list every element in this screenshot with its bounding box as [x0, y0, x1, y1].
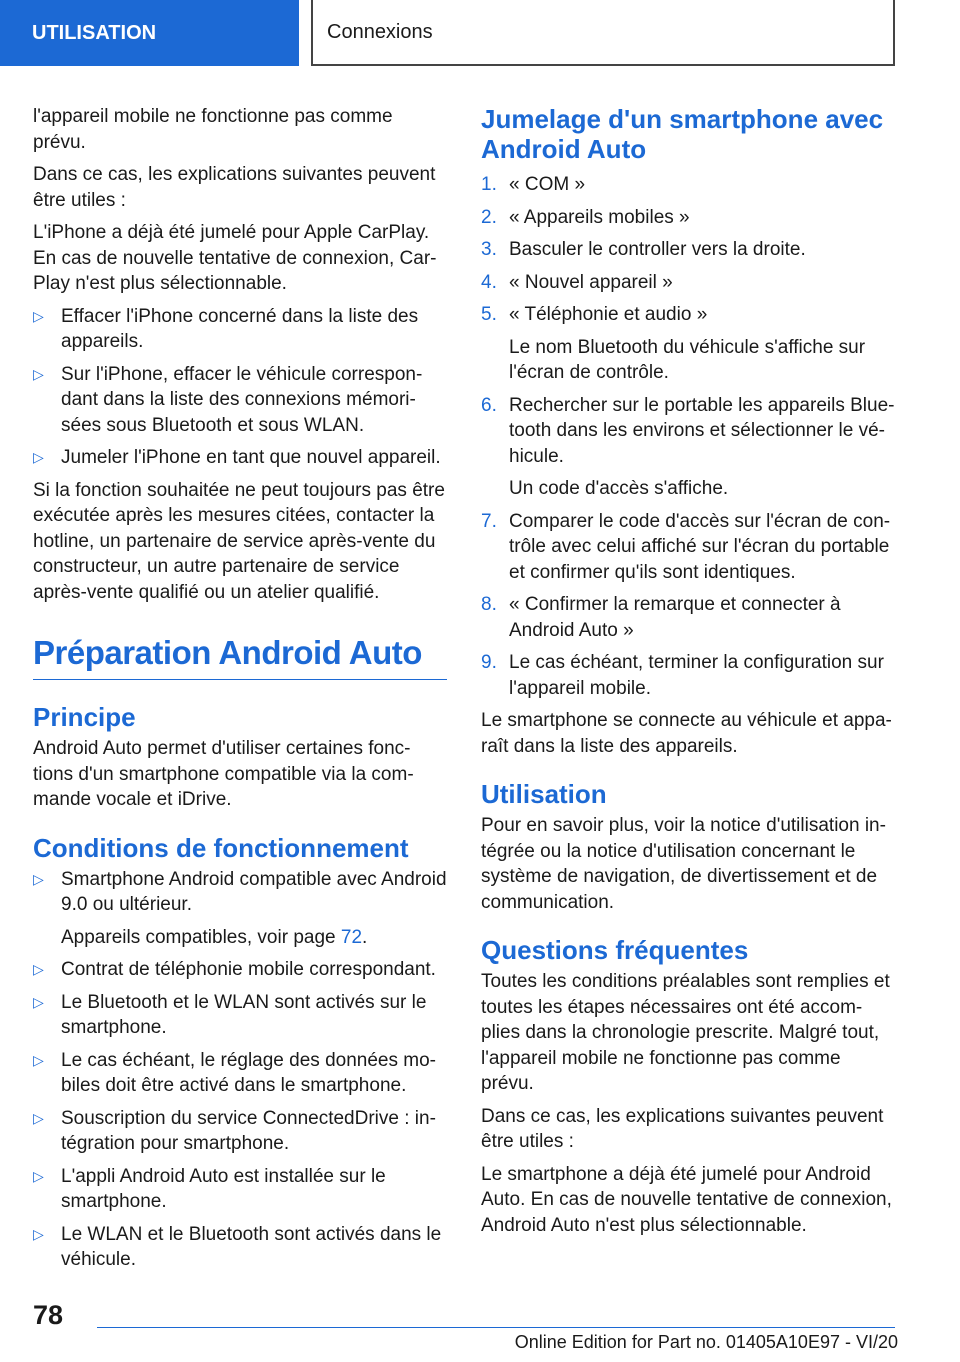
chapter-heading: Préparation Android Auto — [33, 633, 447, 680]
paragraph: L'iPhone a déjà été jumelé pour Apple CarPlay. En cas de nouvelle tentative de connexion, Car-Play n'est plus sélectionnable. — [33, 222, 437, 294]
chapter-tab — [311, 0, 895, 66]
triangle-right-outline-icon: ▷ — [33, 993, 44, 1010]
step-subtext: Un code d'accès s'affiche. — [509, 478, 729, 499]
step-number: 1. — [481, 174, 497, 195]
bullet-item: ▷ Souscription du service ConnectedDrive : in-tégration pour smartphone. — [33, 1107, 436, 1154]
step-item: 5. « Téléphonie et audio » — [481, 302, 895, 328]
bullet-item: ▷ Sur l'iPhone, effacer le véhicule correspon-dant dans la liste des connexions mémori-sées sous Bluetooth et sous WLAN. — [33, 363, 423, 436]
triangle-right-outline-icon: ▷ — [33, 1051, 44, 1068]
paragraph: Le smartphone a déjà été jumelé pour Android Auto. En cas de nouvelle tentative de connexion, Android Auto n'est plus sélectionnable. — [481, 1163, 892, 1236]
section-heading-faq: Questions fréquentes — [481, 935, 749, 965]
triangle-right-outline-icon: ▷ — [33, 1167, 44, 1184]
step-item: 6. Rechercher sur le portable les appareils Blue-tooth dans les environs et sélectionner le vé-hicule. — [481, 394, 895, 467]
section-heading-conditions: Conditions de fonctionnement — [33, 832, 409, 863]
section-heading-principle: Principe — [33, 702, 136, 732]
bullet-item: ▷ Effacer l'iPhone concerné dans la liste des appareils. — [33, 305, 419, 352]
step-item: 4. « Nouvel appareil » — [481, 270, 895, 296]
step-item: 9. Le cas échéant, terminer la configuration sur l'appareil mobile. — [481, 652, 884, 699]
page-number: 78 — [33, 1300, 64, 1330]
triangle-right-outline-icon: ▷ — [33, 1225, 44, 1242]
triangle-right-outline-icon: ▷ — [33, 961, 44, 977]
paragraph: Le smartphone se connecte au véhicule et appa-raît dans la liste des appareils. — [481, 710, 892, 757]
bullet-item: ▷ Le cas échéant, le réglage des données mo-biles doit être activé dans le smartphone. — [33, 1049, 436, 1096]
triangle-right-outline-icon: ▷ — [33, 449, 44, 465]
step-number: 8. — [481, 594, 497, 615]
step-number: 7. — [481, 510, 497, 532]
edition-note: Online Edition for Part no. 01405A10E97 - VI/20 — [514, 1332, 898, 1352]
paragraph: Dans ce cas, les explications suivantes peuvent être utiles : — [481, 1105, 884, 1152]
triangle-right-outline-icon: ▷ — [33, 307, 44, 324]
step-number: 6. — [481, 394, 497, 416]
step-number: 3. — [481, 239, 497, 260]
paragraph: Dans ce cas, les explications suivantes peuvent être utiles : — [33, 164, 436, 211]
triangle-right-outline-icon: ▷ — [33, 365, 44, 382]
step-item: 3. Basculer le controller vers la droite. — [481, 237, 895, 263]
bullet-item: ▷ L'appli Android Auto est installée sur le smartphone. — [33, 1165, 386, 1212]
step-number: 2. — [481, 206, 497, 228]
left-column — [33, 104, 447, 1280]
section-heading-pairing: Jumelage d'un smartphone avec Android Auto — [481, 104, 884, 164]
bullet-item: ▷ Contrat de téléphonie mobile correspondant. — [33, 957, 447, 983]
step-number: 9. — [481, 652, 497, 673]
bullet-item: ▷ Le WLAN et le Bluetooth sont activés dans le véhicule. — [33, 1223, 442, 1270]
bullet-item: ▷ Smartphone Android compatible avec Android 9.0 ou ultérieur. — [33, 868, 447, 915]
step-number: 5. — [481, 304, 497, 325]
paragraph: Si la fonction souhaitée ne peut toujours pas être exécutée après les mesures citées, contacter la hotline, un partenaire de service après-vente du constructeur, un autre partenaire de service après-vente qualifié ou un atelier qualifié. — [33, 479, 445, 603]
footer-rule — [97, 1327, 895, 1328]
section-title: UTILISATION — [32, 21, 157, 44]
step-item: 8. « Confirmer la remarque et connecter à Android Auto » — [481, 594, 841, 641]
page-link[interactable]: 72 — [340, 926, 363, 948]
section-heading-usage: Utilisation — [481, 779, 607, 809]
bullet-item: ▷ Le Bluetooth et le WLAN sont activés sur le smartphone. — [33, 991, 427, 1038]
step-subtext: Le nom Bluetooth du véhicule s'affiche sur l'écran de contrôle. — [509, 336, 866, 383]
bullet-item: ▷ Jumeler l'iPhone en tant que nouvel appareil. — [33, 445, 447, 471]
section-tab — [0, 0, 299, 66]
right-column — [481, 104, 895, 1245]
paragraph: Android Auto permet d'utiliser certaines fonc-tions d'un smartphone compatible via la com-mande vocale et iDrive. — [33, 738, 414, 810]
paragraph: Pour en savoir plus, voir la notice d'utilisation in-tégrée ou la notice d'utilisation concernant le système de navigation, de divertissement et de communication. — [481, 815, 886, 913]
paragraph: l'appareil mobile ne fonctionne pas comme prévu. — [33, 106, 393, 153]
chapter-title: Connexions — [327, 20, 433, 43]
step-item: 1. « COM » — [481, 172, 895, 198]
bullet-subtext: Appareils compatibles, voir page 72. — [61, 926, 368, 948]
triangle-right-outline-icon: ▷ — [33, 1109, 44, 1126]
step-item: 2. « Appareils mobiles » — [481, 205, 895, 231]
paragraph: Toutes les conditions préalables sont remplies et toutes les étapes nécessaires ont été accom-plies dans la chronologie prescrite. Malgré tout, l'appareil mobile ne fonctionne pas comme prévu. — [481, 971, 890, 1094]
triangle-right-outline-icon: ▷ — [33, 870, 44, 887]
step-item: 7. Comparer le code d'accès sur l'écran de con-trôle avec celui affiché sur l'écran du portable et confirmer qu'ils sont identiques. — [481, 510, 891, 583]
step-number: 4. — [481, 271, 497, 293]
